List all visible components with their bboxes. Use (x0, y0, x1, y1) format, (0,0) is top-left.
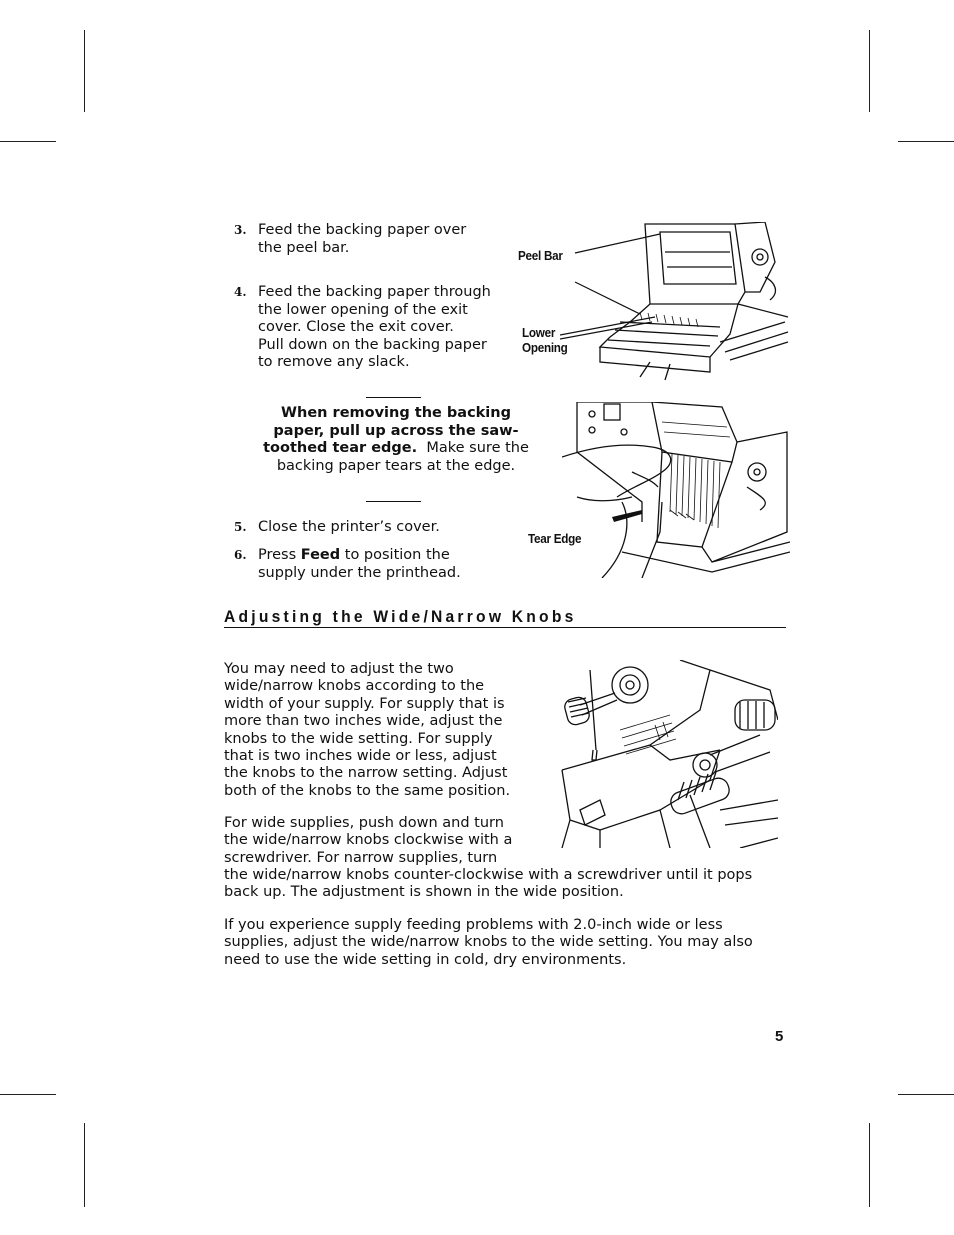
step-number: 4. (234, 285, 247, 299)
peel-bar-leaders (560, 222, 670, 362)
feed-key: Feed (300, 547, 341, 563)
step-number: 5. (234, 520, 247, 534)
section-rule (224, 627, 786, 628)
note-text: Make sure the backing paper tears at the edge. (276, 440, 529, 474)
step-number: 6. (234, 548, 247, 562)
lower-opening-label: Lower Opening (522, 325, 568, 355)
step-number: 3. (234, 223, 247, 237)
crop-mark-top-right-h (898, 141, 954, 142)
crop-mark-top-right-v (869, 30, 870, 112)
step-text: Feed the backing paper over the peel bar. (258, 222, 467, 256)
tear-edge-label: Tear Edge (528, 531, 582, 546)
paragraph-3: If you experience supply feeding problems with 2.0-inch wide or less supplies, adjust the wide/narrow knobs to the wide setting. You may also need to use the wide setting in cold, dry environments. (224, 917, 753, 968)
crop-mark-top-left-v (84, 30, 85, 112)
paragraph-2b: the wide/narrow knobs counter-clockwise with a screwdriver until it pops back up. The adjustment is shown in the wide position. (224, 867, 753, 901)
note-rule-bottom (366, 501, 421, 502)
page-number: 5 (775, 1028, 784, 1045)
caution-note (262, 405, 530, 475)
note-bold: When removing the backing paper, pull up across the saw-toothed tear edge. (263, 405, 519, 456)
crop-mark-bottom-left-h (0, 1094, 56, 1095)
crop-mark-bottom-right-h (898, 1094, 954, 1095)
step-text: Feed the backing paper through the lower opening of the exit cover. Close the exit cover. Pull down on the backing paper to remove any slack. (258, 284, 491, 370)
paragraph-1: You may need to adjust the two wide/narrow knobs according to the width of your supply. For supply that is more than two inches wide, adjust the knobs to the wide setting. For supply that is two inches wide or less, adjust the knobs to the narrow setting. Adjust both of the knobs to the same position. (224, 661, 511, 799)
peel-bar-label: Peel Bar (518, 248, 563, 263)
step-text: Close the printer’s cover. (258, 519, 440, 535)
knobs-illustration (560, 660, 778, 848)
tear-edge-illustration (562, 402, 790, 578)
section-heading: Adjusting the Wide/Narrow Knobs (224, 607, 577, 626)
crop-mark-bottom-right-v (869, 1123, 870, 1207)
paragraph-2a: For wide supplies, push down and turn the wide/narrow knobs clockwise with a screwdriver. For narrow supplies, turn (224, 815, 513, 866)
crop-mark-top-left-h (0, 141, 56, 142)
crop-mark-bottom-left-v (84, 1123, 85, 1207)
step-text: Press Feed to position the supply under the printhead. (258, 547, 461, 581)
note-rule-top (366, 397, 421, 398)
